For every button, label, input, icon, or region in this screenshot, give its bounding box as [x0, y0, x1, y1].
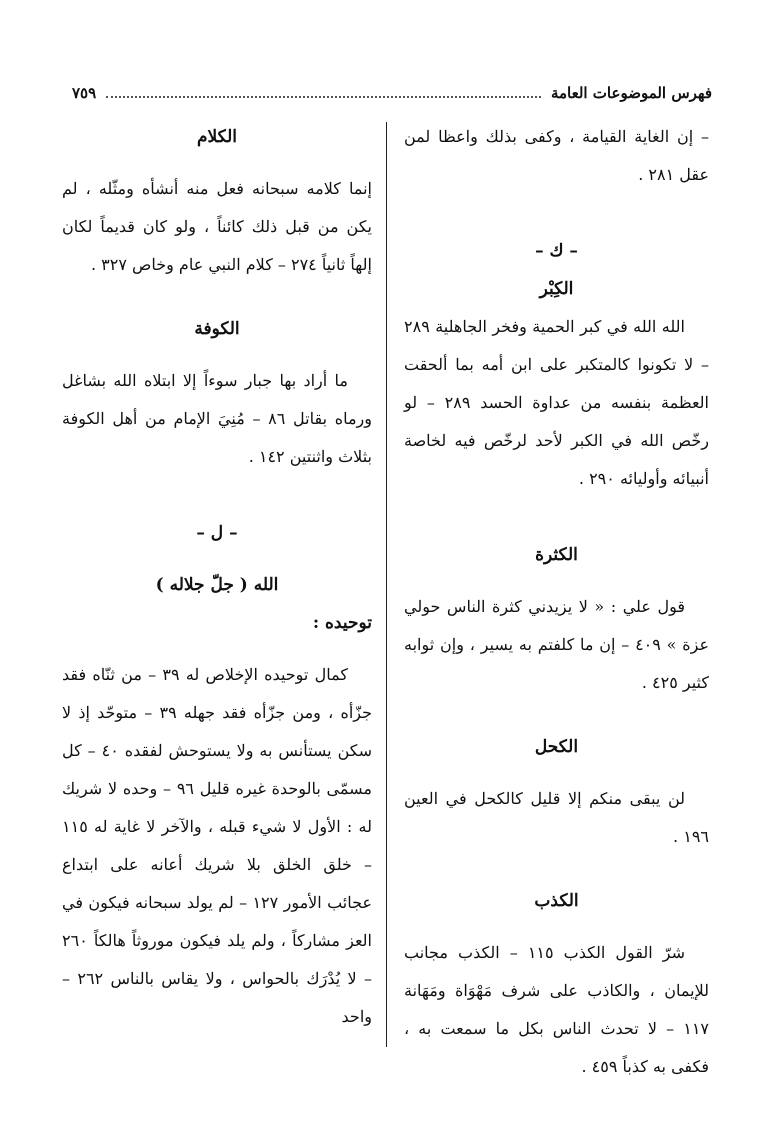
continued-entry-text: – إن الغاية القيامة ، وكفى بذلك واعظا لمن عقل ٢٨١ .: [404, 127, 709, 184]
section-text-tawhid: كمال توحيده الإخلاص له ٣٩ – من ثنّاه فقد جزّأه ، ومن جزّأه فقد جهله ٣٩ – متوحّد إذ لا سكن يستأنس به ولا يستوحش لفقده ٤٠ – كل مسمّى بالوحدة غيره قليل ٩٦ – وحده لا شريك له : الأول لا شيء قبله ، والآخر لا غاية له ١١٥ – خلق الخلق بلا شريك أعانه على ابتداع عجائب الأمور ١٢٧ – لم يولد سبحانه فيكون في العز مشاركاً ، ولم يلد فيكون موروثاً هالكاً ٢٦٠ – لا يُدْرَك بالحواس ، ولا يقاس بالناس ٢٦٢ – واحد: [62, 665, 373, 1026]
letter-heading-kaf: – ك –: [535, 241, 578, 261]
right-column: [404, 118, 709, 1086]
section-text-kadhib: شرّ القول الكذب ١١٥ – الكذب مجانب للإيمان ، والكاذب على شرف مَهْوَاة ومَهَانة ١١٧ – لا تحدث الناس بكل ما سمعت به ، فكفى به كذباً ٤٥٩ .: [404, 943, 709, 1076]
subheading-tawhid: توحيده :: [312, 613, 372, 633]
section-text-kalam: إنما كلامه سبحانه فعل منه أنشأه ومثّله ، لم يكن من قبل ذلك كائناً ، ولو كان قديماً لكان إلهاً ثانياً ٢٧٤ – كلام النبي عام وخاص ٣٢٧ .: [62, 179, 372, 274]
header-title: فهرس الموضوعات العامة: [550, 84, 712, 102]
section-text-kibr: الله الله في كبر الحمية وفخر الجاهلية ٢٨٩ – لا تكونوا كالمتكبر على ابن أمه بما ألحقت العظمة بنفسه من عداوة الحسد ٢٨٩ – لو رخّص الله في الكبر لأحد لرخّص فيه لخاصة أنبيائه وأوليائه ٢٩٠ .: [404, 317, 710, 488]
running-header: [72, 78, 712, 108]
section-heading-kibr: الكِبْر: [539, 279, 574, 299]
section-heading-kohl: الكحل: [534, 737, 579, 757]
section-text-kohl: لن يبقى منكم إلا قليل كالكحل في العين ١٩٦ .: [404, 789, 709, 846]
section-heading-kathra: الكثرة: [535, 545, 578, 565]
section-text-kufa: ما أراد بها جبار سوءاً إلا ابتلاه الله بشاغل ورماه بقاتل ٨٦ – مُنِيَ الإمام من أهل الكوفة بثلاث واثنتين ١٤٢ .: [62, 371, 372, 466]
left-column: [62, 118, 372, 1036]
section-text-kathra: قول علي : « لا يزيدني كثرة الناس حولي عزة » ٤٠٩ – إن ما كلفتم به يسير ، وإن ثوابه كثير ٤٢٥ .: [404, 597, 709, 692]
column-divider: [386, 122, 387, 1047]
header-dot-leader: [106, 96, 541, 98]
section-heading-kadhib: الكذب: [534, 891, 579, 911]
page-number: ٧٥٩: [72, 84, 97, 102]
section-heading-allah: الله ( جلّ جلاله ): [155, 575, 279, 595]
section-heading-kufa: الكوفة: [194, 319, 240, 339]
section-heading-kalam: الكلام: [197, 127, 237, 147]
letter-heading-lam: – ل –: [196, 523, 238, 543]
